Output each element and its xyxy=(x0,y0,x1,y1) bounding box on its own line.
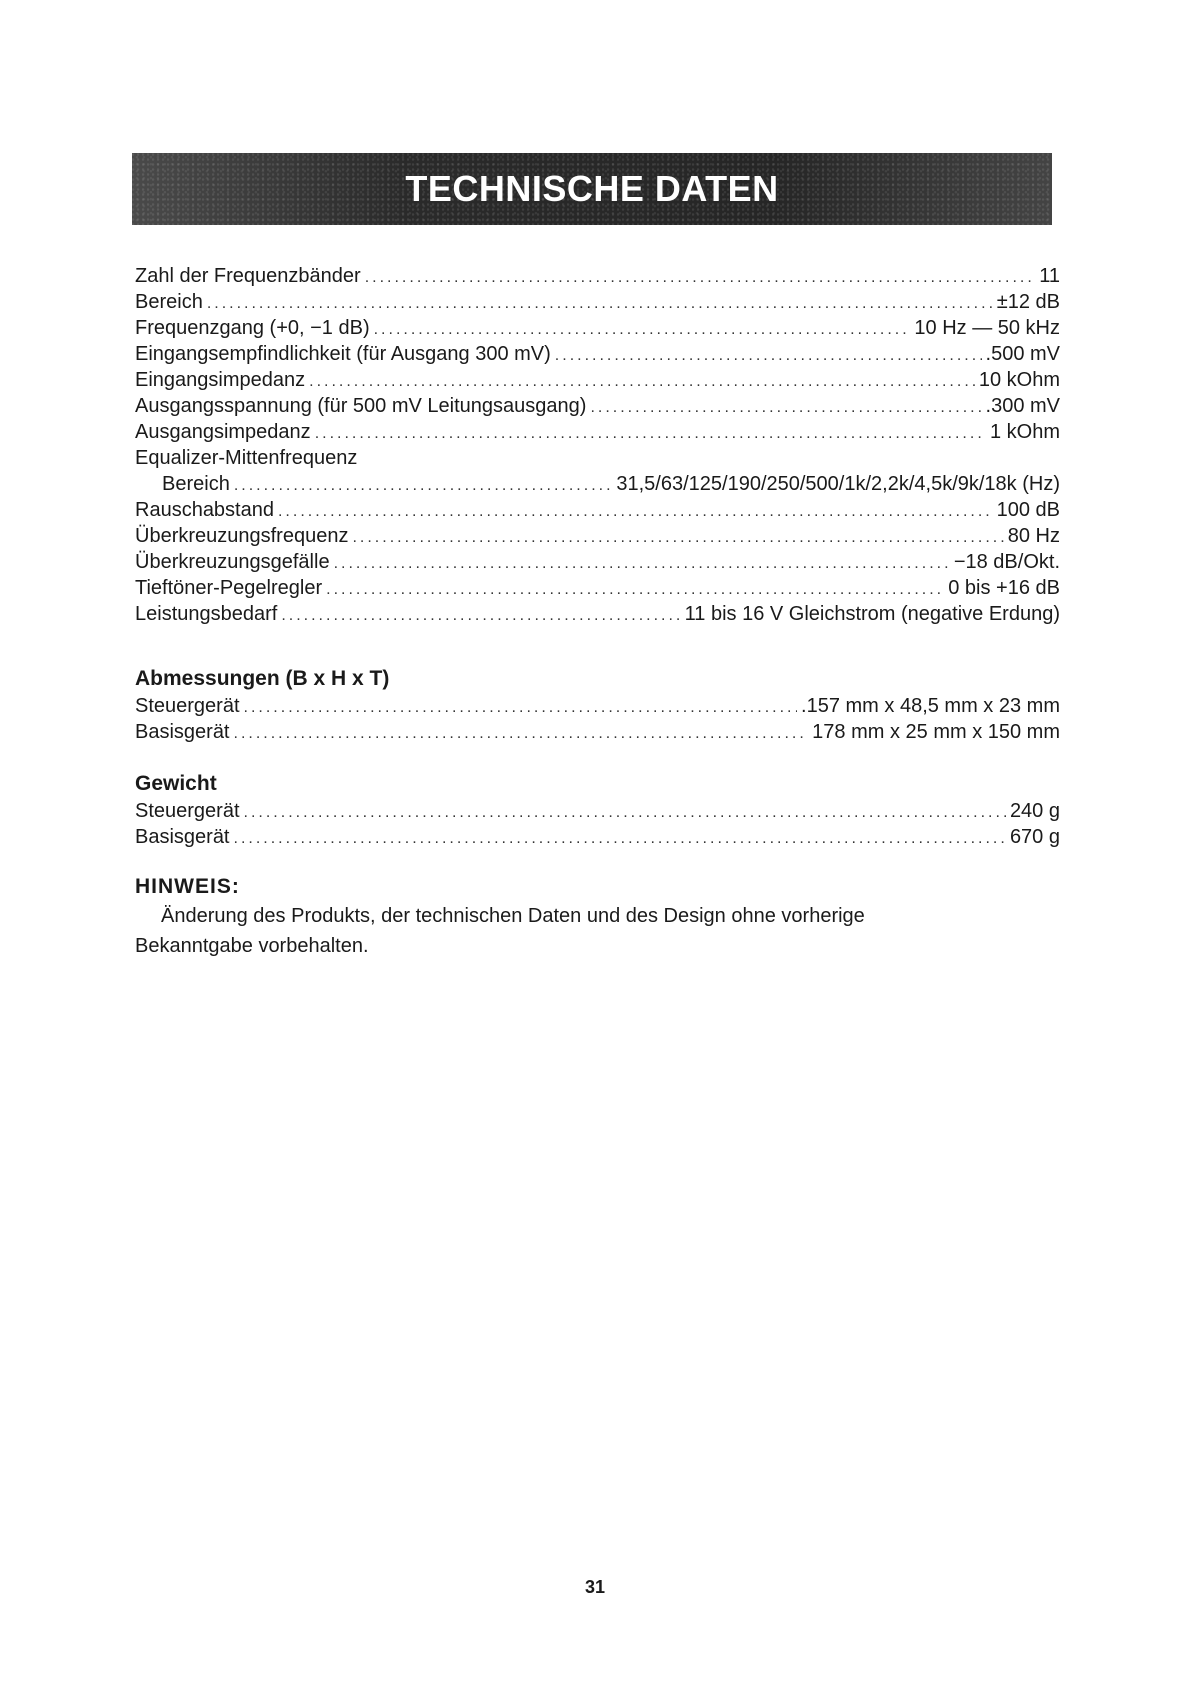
spec-label: Zahl der Frequenzbänder xyxy=(135,265,361,287)
spec-row xyxy=(135,393,1060,419)
leader-dots xyxy=(309,369,975,395)
leader-dots xyxy=(278,499,993,525)
spec-value: 11 xyxy=(1039,265,1060,287)
spec-label: Ausgangsspannung (für 500 mV Leitungsausgang) xyxy=(135,395,587,417)
spec-row xyxy=(135,419,1060,445)
leader-dots xyxy=(374,317,911,343)
spec-value: .300 mV xyxy=(985,395,1060,417)
leader-dots xyxy=(326,577,944,603)
spec-value: 80 Hz xyxy=(1007,525,1060,547)
title-banner xyxy=(132,153,1052,225)
spec-label: Frequenzgang (+0, −1 dB) xyxy=(135,317,370,339)
spec-row xyxy=(135,289,1060,315)
leader-dots xyxy=(244,800,1006,826)
leader-dots xyxy=(234,473,613,499)
spec-label: Steuergerät xyxy=(135,695,240,717)
spec-label: Steuergerät xyxy=(135,800,240,822)
weight-section xyxy=(135,770,1060,850)
spec-list xyxy=(135,263,1060,627)
spec-value: 31,5/63/125/190/250/500/1k/2,2k/4,5k/9k/18k (Hz) xyxy=(616,473,1060,495)
section-heading: Gewicht xyxy=(135,772,217,795)
spec-label: Bereich xyxy=(135,291,203,313)
spec-value: .157 mm x 48,5 mm x 23 mm xyxy=(801,695,1060,717)
spec-label: Basisgerät xyxy=(135,721,230,743)
spec-label: Leistungsbedarf xyxy=(135,603,278,625)
spec-value: 670 g xyxy=(1009,826,1060,848)
spec-row xyxy=(135,575,1060,601)
spec-row xyxy=(135,523,1060,549)
spec-row xyxy=(135,367,1060,393)
spec-label: Ausgangsimpedanz xyxy=(135,421,311,443)
leader-dots xyxy=(207,291,993,317)
leader-dots xyxy=(234,826,1006,852)
spec-row xyxy=(135,315,1060,341)
spec-row xyxy=(135,263,1060,289)
spec-value: 178 mm x 25 mm x 150 mm xyxy=(812,721,1060,743)
spec-row xyxy=(135,471,1060,497)
spec-row xyxy=(135,601,1060,627)
spec-value: 11 bis 16 V Gleichstrom (negative Erdung) xyxy=(684,603,1060,625)
leader-dots xyxy=(315,421,986,447)
page-number: 31 xyxy=(584,1577,606,1597)
spec-value: 240 g xyxy=(1009,800,1060,822)
note-text: Änderung des Produkts, der technischen Daten und des Design ohne vorherige xyxy=(161,905,865,927)
leader-dots xyxy=(281,603,680,629)
spec-label: Basisgerät xyxy=(135,826,230,848)
spec-row xyxy=(135,824,1060,850)
spec-label: Tieftöner-Pegelregler xyxy=(135,577,323,599)
spec-value: ±12 dB xyxy=(996,291,1060,313)
note-heading: HINWEIS: xyxy=(135,875,240,898)
spec-label: Eingangsempfindlichkeit (für Ausgang 300 mV) xyxy=(135,343,551,365)
spec-row xyxy=(135,719,1060,745)
note-text: Bekanntgabe vorbehalten. xyxy=(135,935,369,957)
spec-value: 10 Hz — 50 kHz xyxy=(914,317,1060,339)
spec-label: Eingangsimpedanz xyxy=(135,369,306,391)
note-section xyxy=(135,873,1060,961)
spec-value: 1 kOhm xyxy=(989,421,1060,443)
spec-group-label: Equalizer-Mittenfrequenz xyxy=(135,447,358,469)
spec-label: Rauschabstand xyxy=(135,499,274,521)
leader-dots xyxy=(352,525,1003,551)
spec-row xyxy=(135,549,1060,575)
spec-value: 100 dB xyxy=(996,499,1060,521)
leader-dots xyxy=(234,721,809,747)
page-title: TECHNISCHE DATEN xyxy=(405,168,779,209)
spec-label: Überkreuzungsgefälle xyxy=(135,551,330,573)
spec-row xyxy=(135,693,1060,719)
leader-dots xyxy=(555,343,982,369)
dimensions-section xyxy=(135,665,1060,745)
spec-value: 0 bis +16 dB xyxy=(948,577,1060,599)
spec-value: −18 dB/Okt. xyxy=(953,551,1060,573)
spec-label: Überkreuzungsfrequenz xyxy=(135,525,349,547)
spec-value: .500 mV xyxy=(985,343,1060,365)
spec-row xyxy=(135,798,1060,824)
section-heading: Abmessungen (B x H x T) xyxy=(135,667,390,690)
spec-value: 10 kOhm xyxy=(978,369,1060,391)
spec-row xyxy=(135,497,1060,523)
leader-dots xyxy=(365,265,1036,291)
spec-label: Bereich xyxy=(162,473,230,495)
leader-dots xyxy=(244,695,798,721)
spec-row xyxy=(135,341,1060,367)
leader-dots xyxy=(334,551,950,577)
leader-dots xyxy=(590,395,981,421)
